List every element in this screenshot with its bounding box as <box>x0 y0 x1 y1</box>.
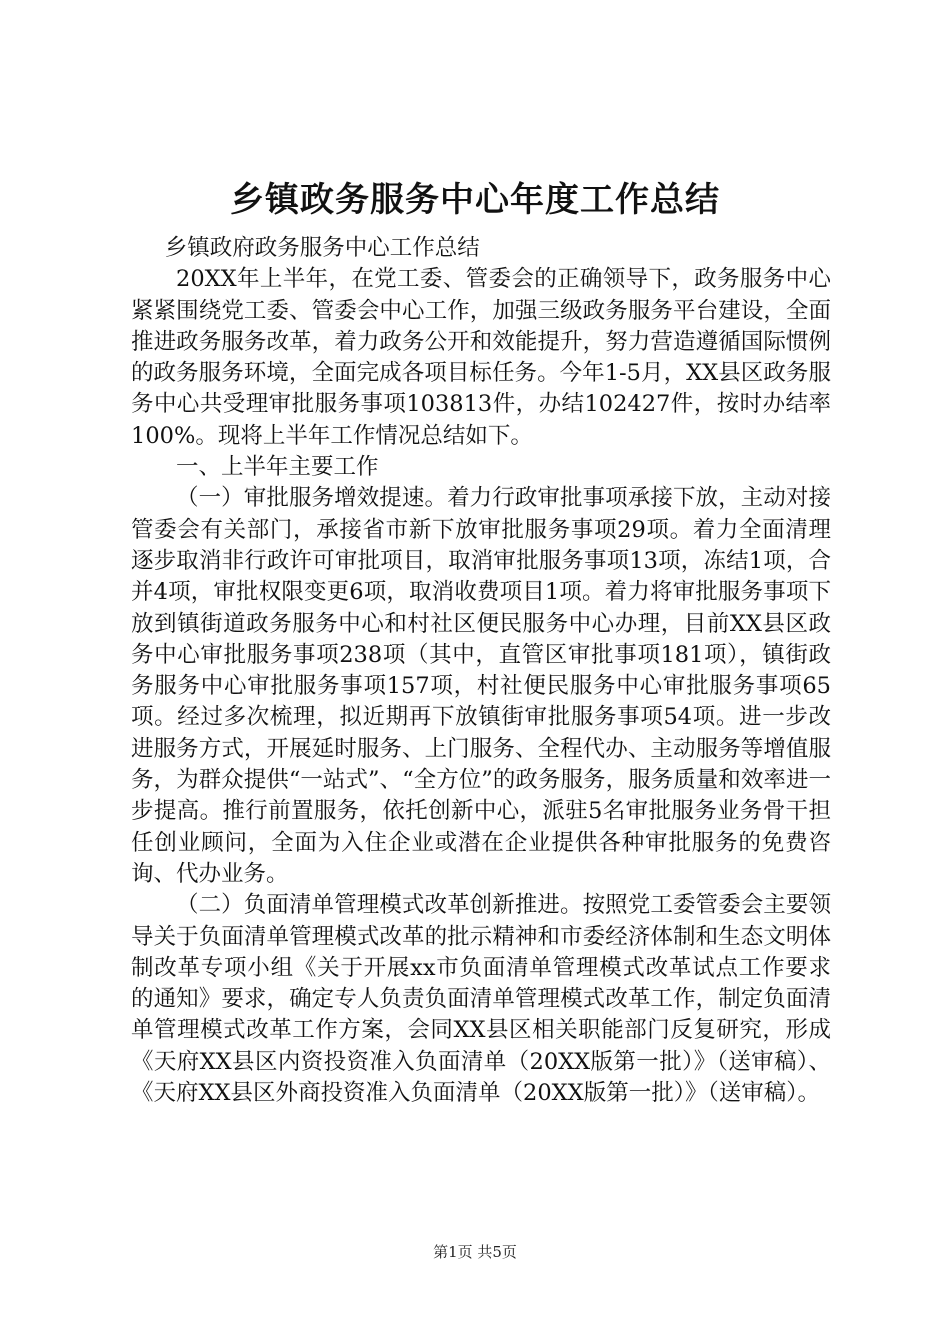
document-title: 乡镇政务服务中心年度工作总结 <box>230 180 720 220</box>
document-body <box>131 233 831 1109</box>
subtitle-paragraph: 乡镇政府政务服务中心工作总结 <box>164 235 480 261</box>
section-1-paragraph: （一）审批服务增效提速。着力行政审批事项承接下放，主动对接管委会有关部门，承接省市新下放审批服务事项29项。着力全面清理逐步取消非行政许可审批项目，取消审批服务事项13项，冻结1项，合并4项，审批权限变更6项，取消收费项目1项。着力将审批服务事项下放到镇街道政务服务中心和村社区便民服务中心办理，目前XX县区政务中心审批服务事项238项（其中，直管区审批事项181项），镇街政务服务中心审批服务事项157项，村社便民服务中心审批服务事项65项。经过多次梳理，拟近期再下放镇街审批服务事项54项。进一步改进服务方式，开展延时服务、上门服务、全程代办、主动服务等增值服务，为群众提供“一站式”、“全方位”的政务服务，服务质量和效率进一步提高。推行前置服务，依托创新中心，派驻5名审批服务业务骨干担任创业顾问，全面为入住企业或潜在企业提供各种审批服务的免费咨询、代办业务。 <box>131 485 831 887</box>
section-heading: 一、上半年主要工作 <box>176 454 379 481</box>
page-footer: 第1页 共5页 <box>433 1243 517 1261</box>
section-2-paragraph: （二）负面清单管理模式改革创新推进。按照党工委管委会主要领导关于负面清单管理模式改革的批示精神和市委经济体制和生态文明体制改革专项小组《关于开展xx市负面清单管理模式改革试点工作要求的通知》要求，确定专人负责负面清单管理模式改革工作，制定负面清单管理模式改革工作方案，会同XX县区相关职能部门反复研究，形成《天府XX县区内资投资准入负面清单（20XX版第一批）》（送审稿）、《天府XX县区外商投资准入负面清单（20XX版第一批）》（送审稿）。 <box>131 892 831 1107</box>
intro-paragraph: 20XX年上半年，在党工委、管委会的正确领导下，政务服务中心紧紧围绕党工委、管委会中心工作，加强三级政务服务平台建设，全面推进政务服务改革，着力政务公开和效能提升，努力营造遵循国际惯例的政务服务环境，全面完成各项目标任务。今年1-5月，XX县区政务服务中心共受理审批服务事项103813件，办结102427件，按时办结率100%。现将上半年工作情况总结如下。 <box>131 266 831 449</box>
